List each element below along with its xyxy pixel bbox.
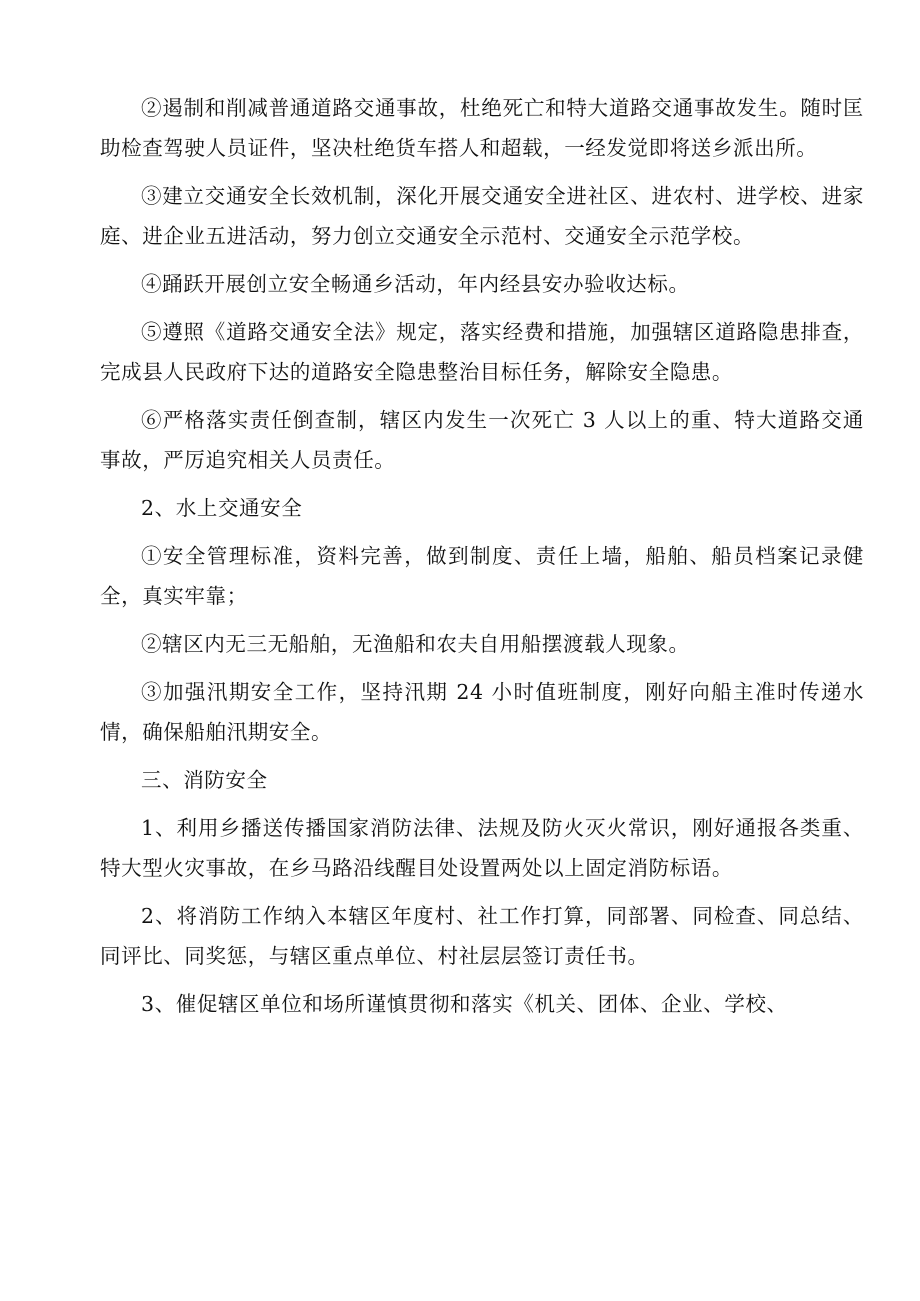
paragraph-no-unlicensed-boats: ②辖区内无三无船舶，无渔船和农夫自用船摆渡载人现象。	[141, 632, 690, 656]
paragraph-traffic-accident-control: ②遏制和削减普通道路交通事故，杜绝死亡和特大道路交通事故发生。随时匡助检查驾驶人员证件，坚决杜绝货车搭人和超载，一经发觉即将送乡派出所。	[100, 96, 864, 160]
paragraph-fire-work-planning: 2、将消防工作纳入本辖区年度村、社工作打算，同部署、同检查、同总结、同评比、同奖惩，与辖区重点单位、村社层层签订责任书。	[100, 904, 864, 968]
paragraph-road-hazard-inspection: ⑤遵照《道路交通安全法》规定，落实经费和措施，加强辖区道路隐患排查，完成县人民政府下达的道路安全隐患整治目标任务，解除安全隐患。	[100, 320, 864, 384]
paragraph-safe-township-campaign: ④踊跃开展创立安全畅通乡活动，年内经县安办验收达标。	[141, 272, 690, 296]
paragraph-safety-management-standards: ①安全管理标准，资料完善，做到制度、责任上墙，船舶、船员档案记录健全，真实牢靠；	[100, 544, 864, 608]
section-heading-fire-safety: 三、消防安全	[141, 768, 268, 792]
paragraph-traffic-safety-mechanism: ③建立交通安全长效机制，深化开展交通安全进社区、进农村、进学校、进家庭、进企业五进活动，努力创立交通安全示范村、交通安全示范学校。	[100, 184, 864, 248]
paragraph-fire-regulation-implementation: 3、催促辖区单位和场所谨慎贯彻和落实《机关、团体、企业、学校、	[141, 992, 788, 1016]
paragraph-fire-law-broadcast: 1、利用乡播送传播国家消防法律、法规及防火灭火常识，刚好通报各类重、特大型火灾事故，在乡马路沿线醒目处设置两处以上固定消防标语。	[100, 816, 864, 880]
paragraph-flood-season-safety: ③加强汛期安全工作，坚持汛期 24 小时值班制度，刚好向船主准时传递水情，确保船舶汛期安全。	[100, 680, 864, 744]
paragraph-accountability-system: ⑥严格落实责任倒查制，辖区内发生一次死亡 3 人以上的重、特大道路交通事故，严厉追究相关人员责任。	[100, 408, 864, 472]
section-heading-water-traffic: 2、水上交通安全	[141, 496, 303, 520]
